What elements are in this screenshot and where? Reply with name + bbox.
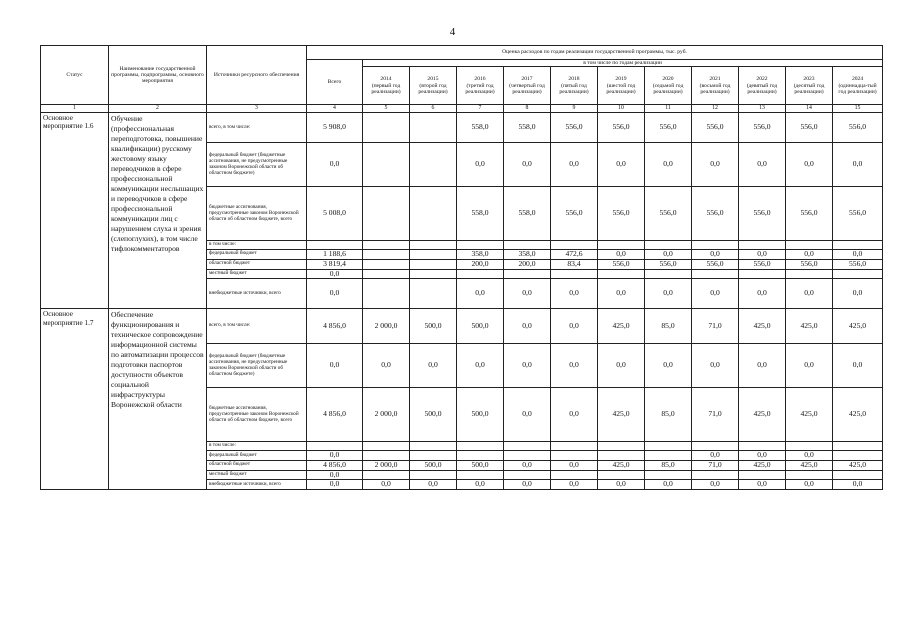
year-value: 556,0 xyxy=(598,259,645,269)
year-value: 0,0 xyxy=(504,460,551,470)
year-value: 0,0 xyxy=(457,344,504,388)
year-value: 0,0 xyxy=(786,143,833,187)
year-value: 85,0 xyxy=(645,388,692,442)
year-value xyxy=(739,241,786,250)
year-value xyxy=(457,470,504,480)
year-value: 0,0 xyxy=(645,250,692,260)
funding-source: областной бюджет xyxy=(207,460,307,470)
year-value xyxy=(410,470,457,480)
year-value: 425,0 xyxy=(786,460,833,470)
funding-source: бюджетные ассигнования, предусмотренные законом Воронежской области об областном бюджете, всего xyxy=(207,187,307,241)
year-value: 556,0 xyxy=(786,113,833,143)
year-value: 0,0 xyxy=(504,279,551,309)
total-value xyxy=(307,241,363,250)
year-value: 0,0 xyxy=(645,344,692,388)
year-value: 425,0 xyxy=(739,460,786,470)
year-value xyxy=(833,269,883,279)
year-value: 71,0 xyxy=(692,460,739,470)
year-value xyxy=(504,470,551,480)
header-year-2023 xyxy=(786,67,833,105)
year-value: 0,0 xyxy=(739,143,786,187)
year-value xyxy=(363,451,410,461)
header-year-2020 xyxy=(645,67,692,105)
year-value: 0,0 xyxy=(786,480,833,490)
year-value xyxy=(363,241,410,250)
year-value: 0,0 xyxy=(598,344,645,388)
year-value xyxy=(739,442,786,451)
year-value xyxy=(598,470,645,480)
year-value: 425,0 xyxy=(786,309,833,344)
column-number: 11 xyxy=(645,105,692,113)
year-value xyxy=(363,279,410,309)
year-value xyxy=(504,451,551,461)
total-value: 0,0 xyxy=(307,480,363,490)
year-value: 472,6 xyxy=(551,250,598,260)
year-value: 0,0 xyxy=(786,344,833,388)
page-number: 4 xyxy=(449,26,456,38)
block-status: Основное мероприятие 1.6 xyxy=(41,113,109,309)
year-value: 556,0 xyxy=(551,187,598,241)
header-year-2014 xyxy=(363,67,410,105)
column-number: 7 xyxy=(457,105,504,113)
year-value: 0,0 xyxy=(786,451,833,461)
year-value: 85,0 xyxy=(645,460,692,470)
year-value xyxy=(457,442,504,451)
year-value: 0,0 xyxy=(457,143,504,187)
year-value: 556,0 xyxy=(645,259,692,269)
header-year-2015 xyxy=(410,67,457,105)
year-value xyxy=(363,259,410,269)
year-value: 2 000,0 xyxy=(363,460,410,470)
year-value: 556,0 xyxy=(739,259,786,269)
year-value: 558,0 xyxy=(504,187,551,241)
year-value: 0,0 xyxy=(645,279,692,309)
header-incl-years: в том числе по годам реализации xyxy=(363,60,883,67)
year-value: 0,0 xyxy=(833,143,883,187)
total-value: 0,0 xyxy=(307,451,363,461)
year-sublabel: (одиннадца-тый год реализации) xyxy=(838,82,877,96)
total-value xyxy=(307,442,363,451)
year-value: 500,0 xyxy=(410,460,457,470)
year-label: 2015 xyxy=(427,76,439,83)
year-value xyxy=(457,241,504,250)
year-value: 0,0 xyxy=(739,250,786,260)
column-number: 13 xyxy=(739,105,786,113)
year-value xyxy=(739,470,786,480)
year-value: 71,0 xyxy=(692,388,739,442)
year-value xyxy=(833,241,883,250)
block-status: Основное мероприятие 1.7 xyxy=(41,309,109,490)
year-label: 2024 xyxy=(851,76,864,83)
year-value: 556,0 xyxy=(598,187,645,241)
year-value xyxy=(504,442,551,451)
year-value xyxy=(363,143,410,187)
year-value: 500,0 xyxy=(410,309,457,344)
year-value xyxy=(363,250,410,260)
year-value: 0,0 xyxy=(551,279,598,309)
year-label: 2021 xyxy=(709,76,721,83)
header-year-2021 xyxy=(692,67,739,105)
year-sublabel: (шестой год реализации) xyxy=(606,82,636,96)
header-year-2022 xyxy=(739,67,786,105)
total-value: 4 856,0 xyxy=(307,309,363,344)
funding-source: местный бюджет xyxy=(207,269,307,279)
year-value: 0,0 xyxy=(457,480,504,490)
year-value: 556,0 xyxy=(739,187,786,241)
year-value: 358,0 xyxy=(504,250,551,260)
year-value: 0,0 xyxy=(504,388,551,442)
year-value: 0,0 xyxy=(598,250,645,260)
year-sublabel: (второй год реализации) xyxy=(418,82,448,96)
year-value: 500,0 xyxy=(457,388,504,442)
column-number: 6 xyxy=(410,105,457,113)
year-value xyxy=(410,250,457,260)
year-sublabel: (девятый год реализации) xyxy=(746,82,778,96)
header-year-2017 xyxy=(504,67,551,105)
year-value: 0,0 xyxy=(363,480,410,490)
year-value: 0,0 xyxy=(551,460,598,470)
year-value xyxy=(551,442,598,451)
year-sublabel: (первый год реализации) xyxy=(371,82,401,96)
year-value: 556,0 xyxy=(692,187,739,241)
year-value xyxy=(833,442,883,451)
year-value xyxy=(692,241,739,250)
year-value xyxy=(410,143,457,187)
year-value xyxy=(363,442,410,451)
column-number: 2 xyxy=(109,105,207,113)
year-value: 0,0 xyxy=(363,344,410,388)
block-name: Обучение (профессиональная переподготовка, повышение квалификации) русскому жестовому языку переводчиков в сфере профессиональной коммуникации неслышащих и переводчиков в сфере профессиональной коммуникации лиц с нарушением слуха и зрения (слепоглухих), в том числе тифлокомментаторов xyxy=(109,113,207,309)
total-value: 3 819,4 xyxy=(307,259,363,269)
year-value xyxy=(457,451,504,461)
year-value: 556,0 xyxy=(692,113,739,143)
year-value: 0,0 xyxy=(739,279,786,309)
year-value xyxy=(786,241,833,250)
year-value: 0,0 xyxy=(692,344,739,388)
funding-source: федеральный бюджет xyxy=(207,250,307,260)
year-value xyxy=(410,279,457,309)
year-value: 425,0 xyxy=(598,460,645,470)
column-number: 1 xyxy=(41,105,109,113)
year-value xyxy=(410,269,457,279)
year-value: 0,0 xyxy=(551,480,598,490)
year-value: 200,0 xyxy=(457,259,504,269)
funding-source: всего, в том числе: xyxy=(207,113,307,143)
year-value xyxy=(551,470,598,480)
year-value: 0,0 xyxy=(504,143,551,187)
year-value xyxy=(598,451,645,461)
total-value: 1 188,6 xyxy=(307,250,363,260)
year-value: 425,0 xyxy=(833,309,883,344)
column-number: 14 xyxy=(786,105,833,113)
funding-source: бюджетные ассигнования, предусмотренные законом Воронежской области об областном бюджете, всего xyxy=(207,388,307,442)
year-value: 0,0 xyxy=(692,480,739,490)
total-value: 0,0 xyxy=(307,143,363,187)
year-value: 0,0 xyxy=(504,309,551,344)
year-label: 2022 xyxy=(756,76,768,83)
year-value xyxy=(833,470,883,480)
header-sources: Источники ресурсного обеспечения xyxy=(207,46,307,105)
year-sublabel: (восьмой год реализации) xyxy=(699,82,731,96)
year-value: 0,0 xyxy=(551,309,598,344)
year-value: 0,0 xyxy=(551,388,598,442)
year-value xyxy=(645,451,692,461)
year-value xyxy=(833,451,883,461)
year-value: 0,0 xyxy=(645,480,692,490)
year-value: 425,0 xyxy=(833,388,883,442)
total-value: 4 856,0 xyxy=(307,460,363,470)
year-value: 0,0 xyxy=(692,451,739,461)
column-number: 4 xyxy=(307,105,363,113)
year-value: 0,0 xyxy=(739,344,786,388)
budget-table xyxy=(40,45,883,490)
year-value xyxy=(598,269,645,279)
year-value: 500,0 xyxy=(457,309,504,344)
year-value: 2 000,0 xyxy=(363,388,410,442)
year-value xyxy=(457,269,504,279)
year-value: 425,0 xyxy=(598,388,645,442)
year-value: 556,0 xyxy=(786,259,833,269)
funding-source: федеральный бюджет xyxy=(207,451,307,461)
year-value: 558,0 xyxy=(457,187,504,241)
year-value xyxy=(410,113,457,143)
year-value: 0,0 xyxy=(645,143,692,187)
header-name: Наименование государственной программы, подпрограммы, основного мероприятия xyxy=(109,46,207,105)
column-number: 12 xyxy=(692,105,739,113)
year-sublabel: (пятый год реализации) xyxy=(559,82,589,96)
year-value: 556,0 xyxy=(598,113,645,143)
header-year-2016 xyxy=(457,67,504,105)
year-value: 556,0 xyxy=(645,187,692,241)
year-value xyxy=(645,470,692,480)
year-label: 2017 xyxy=(521,76,533,83)
year-value: 0,0 xyxy=(786,279,833,309)
year-value xyxy=(551,269,598,279)
column-number: 3 xyxy=(207,105,307,113)
year-value: 0,0 xyxy=(833,279,883,309)
year-value xyxy=(645,442,692,451)
year-label: 2014 xyxy=(380,76,392,83)
year-value xyxy=(645,241,692,250)
block-name: Обеспечение функционирования и техническое сопровождение информационной системы по автоматизации процессов подготовки паспортов доступности объектов социальной инфраструктуры Воронежской области xyxy=(109,309,207,490)
year-label: 2019 xyxy=(615,76,627,83)
year-value xyxy=(692,470,739,480)
year-value: 556,0 xyxy=(833,259,883,269)
year-value: 200,0 xyxy=(504,259,551,269)
year-value: 0,0 xyxy=(410,344,457,388)
year-value: 556,0 xyxy=(739,113,786,143)
year-value: 425,0 xyxy=(739,388,786,442)
year-value xyxy=(410,187,457,241)
year-value: 556,0 xyxy=(692,259,739,269)
funding-source: местный бюджет xyxy=(207,470,307,480)
header-total: Всего xyxy=(307,60,363,105)
funding-source: в том числе: xyxy=(207,241,307,250)
table-row xyxy=(41,113,883,143)
header-year-2019 xyxy=(598,67,645,105)
year-value xyxy=(786,470,833,480)
year-value xyxy=(645,269,692,279)
total-value: 5 908,0 xyxy=(307,113,363,143)
year-value: 558,0 xyxy=(457,113,504,143)
year-value: 0,0 xyxy=(739,451,786,461)
year-value xyxy=(598,241,645,250)
year-label: 2016 xyxy=(474,76,486,83)
year-sublabel: (четвертый год реализации) xyxy=(509,82,545,96)
year-value: 0,0 xyxy=(551,344,598,388)
year-value: 0,0 xyxy=(598,480,645,490)
year-value: 0,0 xyxy=(504,344,551,388)
year-value xyxy=(692,269,739,279)
year-value xyxy=(363,187,410,241)
year-value: 0,0 xyxy=(786,250,833,260)
funding-source: внебюджетные источники, всего xyxy=(207,279,307,309)
year-sublabel: (седьмой год реализации) xyxy=(652,82,684,96)
year-value: 0,0 xyxy=(457,279,504,309)
total-value: 0,0 xyxy=(307,279,363,309)
year-value: 425,0 xyxy=(598,309,645,344)
year-value: 556,0 xyxy=(833,187,883,241)
year-value xyxy=(739,269,786,279)
year-value: 500,0 xyxy=(457,460,504,470)
year-value xyxy=(363,470,410,480)
year-value xyxy=(551,451,598,461)
year-value: 556,0 xyxy=(551,113,598,143)
year-value: 0,0 xyxy=(504,480,551,490)
funding-source: федеральный бюджет (бюджетные ассигнования, не предусмотренные законом Воронежской области об областном бюджете) xyxy=(207,143,307,187)
column-number: 15 xyxy=(833,105,883,113)
year-value: 0,0 xyxy=(833,480,883,490)
year-value: 0,0 xyxy=(410,480,457,490)
year-value xyxy=(410,451,457,461)
year-value xyxy=(410,241,457,250)
year-value: 0,0 xyxy=(692,250,739,260)
total-value: 0,0 xyxy=(307,470,363,480)
year-value: 71,0 xyxy=(692,309,739,344)
year-value: 556,0 xyxy=(645,113,692,143)
year-value: 2 000,0 xyxy=(363,309,410,344)
year-value: 425,0 xyxy=(833,460,883,470)
total-value: 4 856,0 xyxy=(307,388,363,442)
year-value: 0,0 xyxy=(598,143,645,187)
year-value xyxy=(410,442,457,451)
year-sublabel: (десятый год реализации) xyxy=(793,82,825,96)
year-value xyxy=(410,259,457,269)
total-value: 5 008,0 xyxy=(307,187,363,241)
year-label: 2023 xyxy=(803,76,815,83)
year-value: 0,0 xyxy=(739,480,786,490)
column-number: 8 xyxy=(504,105,551,113)
year-label: 2020 xyxy=(662,76,674,83)
year-value: 0,0 xyxy=(692,279,739,309)
year-value: 0,0 xyxy=(833,344,883,388)
year-value: 425,0 xyxy=(739,309,786,344)
year-value xyxy=(551,241,598,250)
funding-source: внебюджетные источники, всего xyxy=(207,480,307,490)
year-value: 358,0 xyxy=(457,250,504,260)
total-value: 0,0 xyxy=(307,269,363,279)
year-value xyxy=(363,269,410,279)
year-value xyxy=(786,269,833,279)
year-value: 558,0 xyxy=(504,113,551,143)
header-estimate: Оценка расходов по годам реализации государственной программы, тыс. руб. xyxy=(307,46,883,60)
funding-source: федеральный бюджет (бюджетные ассигнования, не предусмотренные законом Воронежской области об областном бюджете) xyxy=(207,344,307,388)
year-value: 85,0 xyxy=(645,309,692,344)
funding-source: в том числе: xyxy=(207,442,307,451)
funding-source: областной бюджет xyxy=(207,259,307,269)
column-number: 10 xyxy=(598,105,645,113)
column-number: 5 xyxy=(363,105,410,113)
year-label: 2018 xyxy=(568,76,580,83)
header-year-2024 xyxy=(833,67,883,105)
funding-source: всего, в том числе: xyxy=(207,309,307,344)
year-value xyxy=(692,442,739,451)
year-value: 0,0 xyxy=(833,250,883,260)
year-value xyxy=(363,113,410,143)
year-value: 425,0 xyxy=(786,388,833,442)
header-year-2018 xyxy=(551,67,598,105)
header-status: Статус xyxy=(41,46,109,105)
table-row xyxy=(41,309,883,344)
year-value: 500,0 xyxy=(410,388,457,442)
year-value: 556,0 xyxy=(833,113,883,143)
column-number: 9 xyxy=(551,105,598,113)
year-value xyxy=(598,442,645,451)
year-value: 556,0 xyxy=(786,187,833,241)
year-value: 83,4 xyxy=(551,259,598,269)
year-value xyxy=(786,442,833,451)
total-value: 0,0 xyxy=(307,344,363,388)
year-value xyxy=(504,241,551,250)
year-value: 0,0 xyxy=(692,143,739,187)
year-value: 0,0 xyxy=(551,143,598,187)
year-value: 0,0 xyxy=(598,279,645,309)
year-sublabel: (третий год реализации) xyxy=(465,82,495,96)
year-value xyxy=(504,269,551,279)
